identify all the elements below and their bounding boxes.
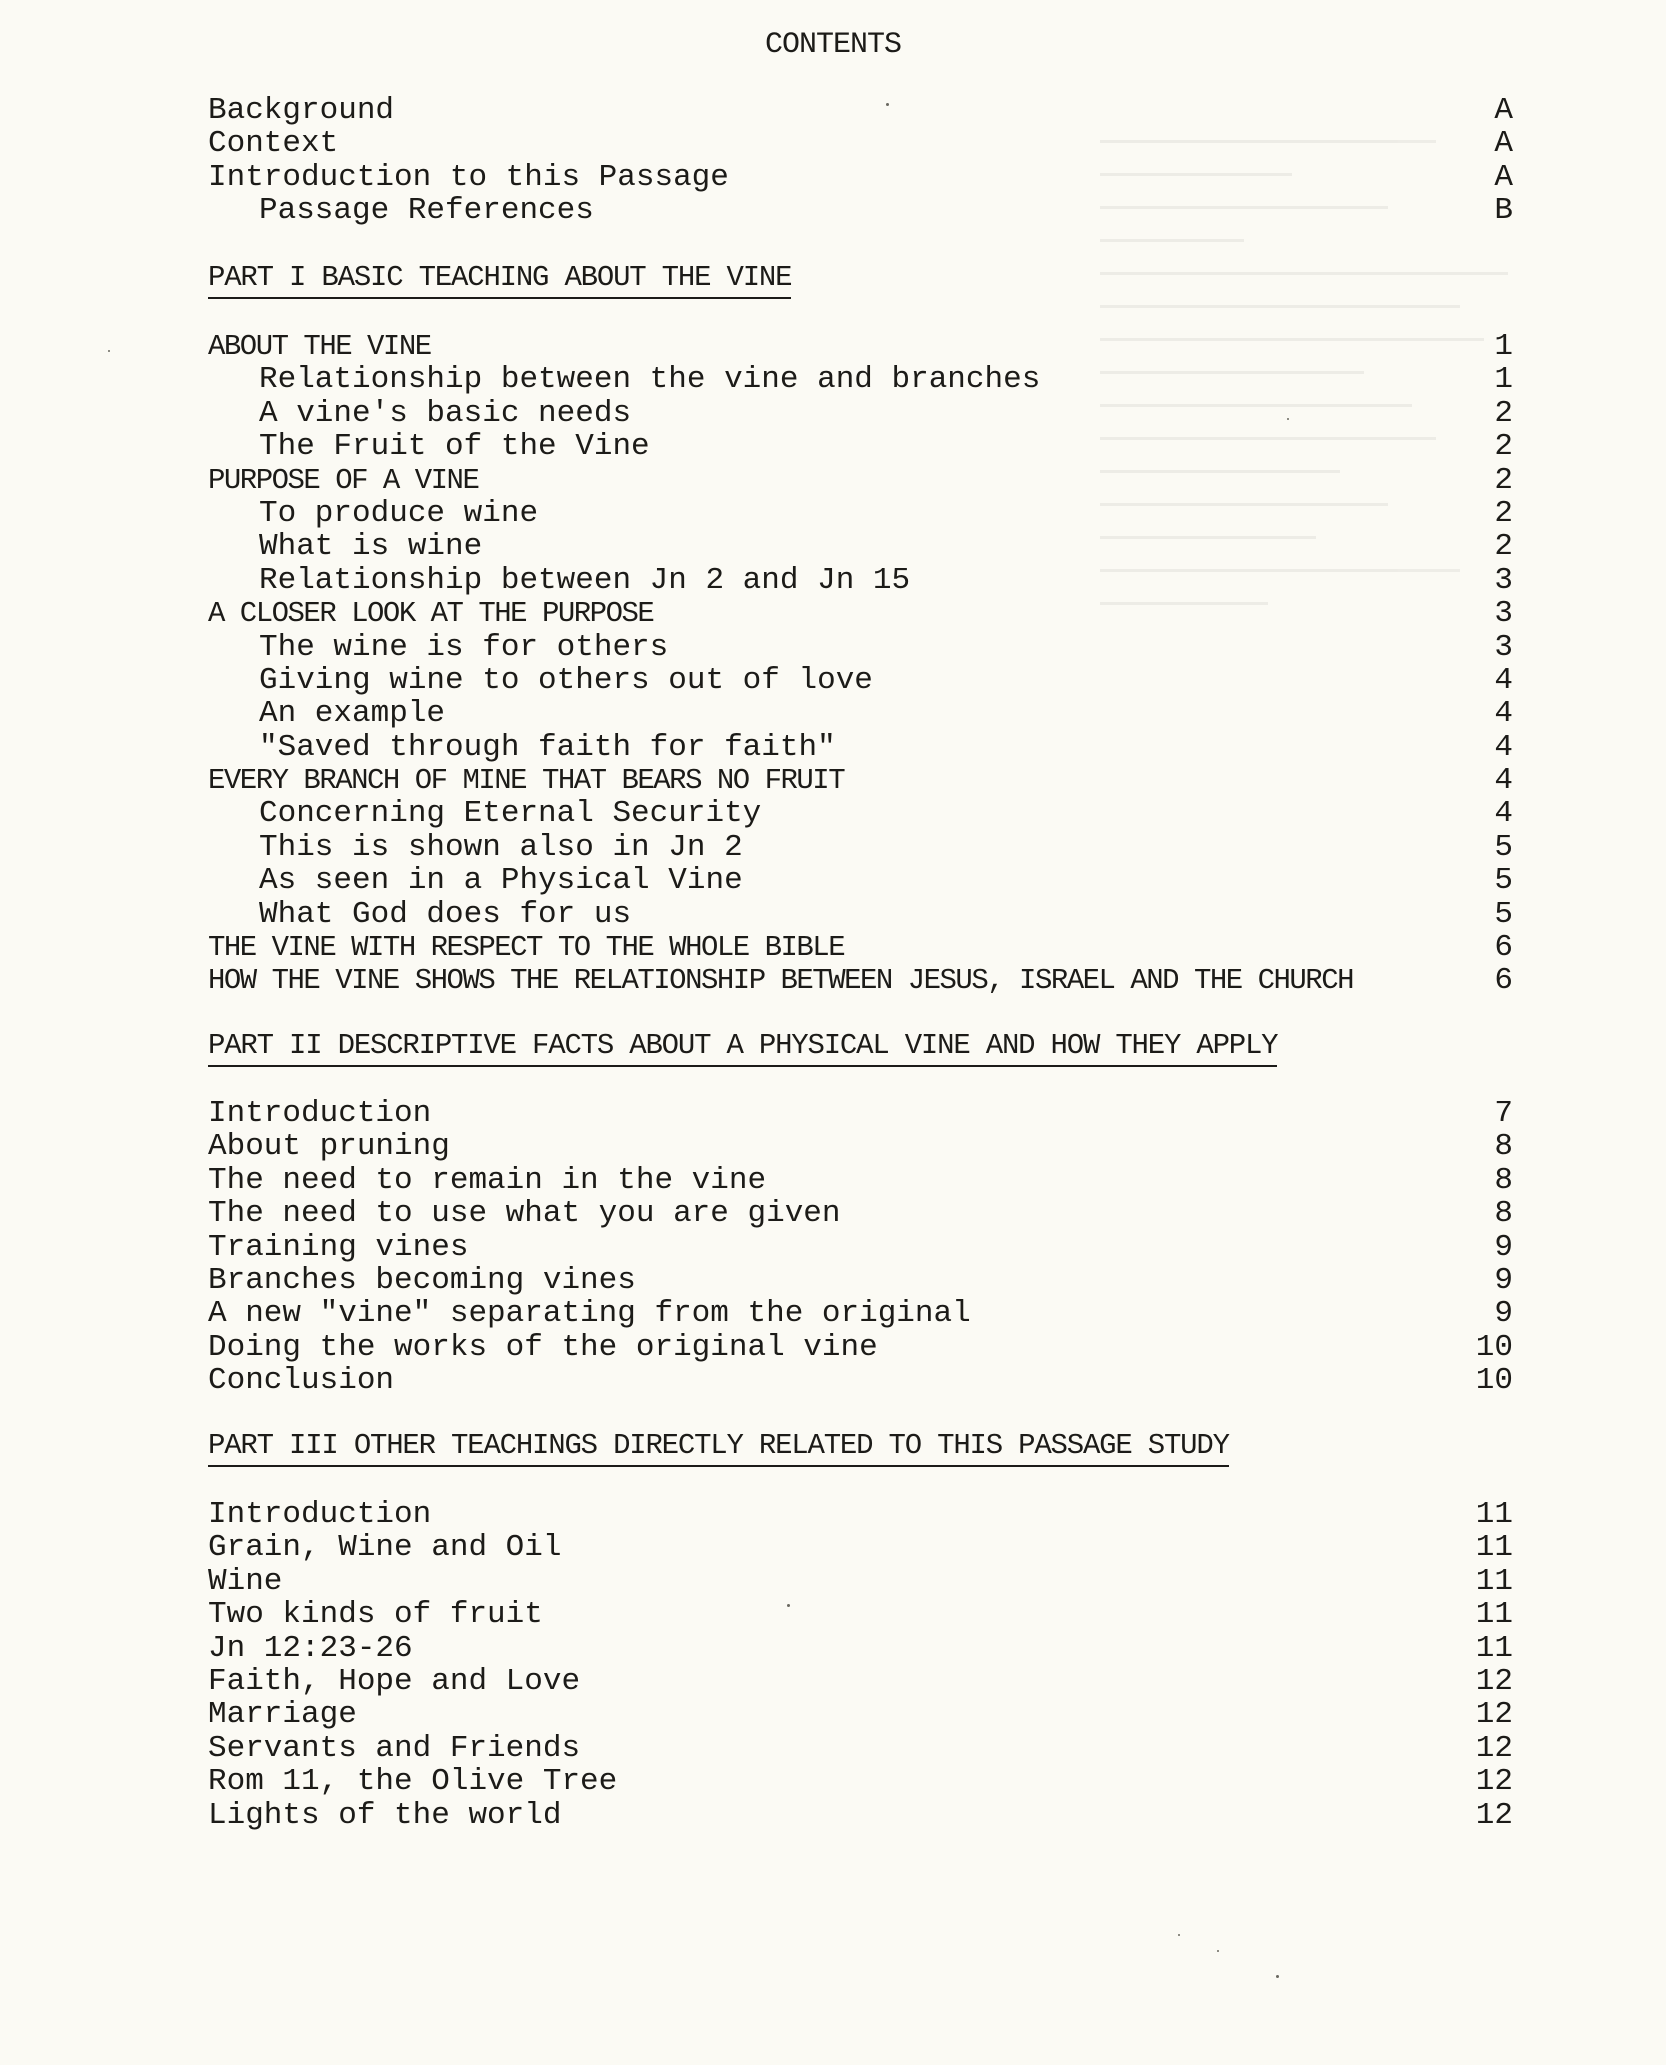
toc-entry-page: 9 [1494,1296,1513,1332]
toc-entry-label: ABOUT THE VINE [208,330,431,363]
toc-entry-label: Doing the works of the original vine [208,1329,878,1365]
toc-entry [208,1264,1513,1297]
toc-entry-page: 8 [1494,1162,1513,1198]
toc-entry [208,330,1513,363]
toc-entry [208,1765,1513,1798]
part2-list [208,1097,1513,1398]
toc-entry-label: A CLOSER LOOK AT THE PURPOSE [208,597,654,631]
toc-entry-label: What is wine [259,529,483,565]
toc-entry-label: The wine is for others [259,629,669,665]
toc-entry [208,831,1513,864]
toc-entry-label: An example [259,696,446,732]
toc-entry-label: Context [208,126,339,162]
toc-entry-page: 12 [1475,1663,1513,1699]
page-title: CONTENTS [764,28,902,62]
toc-entry [208,1665,1513,1698]
toc-entry-label: Passage References [259,193,594,229]
toc-entry-page: 10 [1475,1329,1513,1365]
toc-entry-page: 2 [1494,529,1513,565]
toc-entry-label: Faith, Hope and Love [208,1663,581,1699]
toc-entry-page: 11 [1475,1597,1513,1633]
toc-entry-page: 2 [1494,495,1513,531]
toc-entry-label: "Saved through faith for faith" [259,729,836,765]
toc-entry-label: The Fruit of the Vine [259,429,650,465]
toc-entry-page: 7 [1494,1096,1513,1131]
paper-speck [108,350,110,352]
paper-speck [1276,1975,1279,1978]
toc-entry [208,1531,1513,1564]
toc-entry-label: Grain, Wine and Oil [208,1530,562,1566]
toc-entry-label: The need to remain in the vine [208,1162,767,1198]
toc-entry-page: 9 [1494,1262,1513,1298]
toc-entry-label: The need to use what you are given [208,1196,841,1232]
toc-entry-page: 12 [1475,1764,1513,1800]
toc-entry-page: 12 [1475,1797,1513,1833]
toc-entry [208,397,1513,430]
paper-speck [787,1604,790,1607]
toc-entry [208,764,1513,797]
toc-entry-page: 1 [1494,362,1513,398]
toc-entry [208,564,1513,597]
paper-speck [886,103,889,106]
toc-entry [208,597,1513,630]
toc-entry-page: 10 [1475,1363,1513,1399]
toc-entry-label: Introduction [208,1497,432,1532]
toc-entry [208,697,1513,730]
toc-entry [208,631,1513,664]
toc-entry [208,94,1513,127]
toc-entry-page: 12 [1475,1730,1513,1766]
toc-entry [208,127,1513,160]
toc-entry [208,1565,1513,1598]
toc-entry-page: 5 [1494,896,1513,932]
toc-entry-page: 6 [1494,963,1513,999]
toc-entry-label: What God does for us [259,896,632,932]
toc-entry-label: Conclusion [208,1363,395,1399]
toc-entry-page: 3 [1494,562,1513,598]
toc-entry [208,1164,1513,1197]
toc-entry [208,1498,1513,1531]
toc-entry-page: 2 [1494,429,1513,465]
toc-entry-label: Rom 11, the Olive Tree [208,1764,618,1800]
toc-entry-label: HOW THE VINE SHOWS THE RELATIONSHIP BETWEEN JESUS, ISRAEL AND THE CHURCH [208,964,1354,998]
toc-entry [208,1197,1513,1230]
toc-entry [208,1231,1513,1264]
toc-entry [208,1097,1513,1130]
toc-entry [208,1698,1513,1731]
toc-entry [208,1632,1513,1665]
toc-entry-page: A [1494,159,1513,195]
part3-heading: PART III OTHER TEACHINGS DIRECTLY RELATED TO THIS PASSAGE STUDY [208,1430,1229,1467]
toc-entry-page: A [1494,93,1513,128]
toc-entry [208,1732,1513,1765]
part1-list [208,330,1513,998]
toc-entry-label: Giving wine to others out of love [259,662,873,698]
paper-speck [1287,418,1289,420]
toc-entry [208,161,1513,194]
toc-entry-page: 5 [1494,863,1513,899]
toc-entry [208,864,1513,897]
toc-entry-page: 4 [1494,696,1513,732]
toc-entry [208,1331,1513,1364]
toc-entry [208,797,1513,830]
toc-entry [208,964,1513,997]
toc-entry-page: 4 [1494,796,1513,832]
toc-entry-page: 3 [1494,629,1513,665]
toc-entry [208,497,1513,530]
toc-entry-label: Two kinds of fruit [208,1597,543,1633]
toc-entry-label: About pruning [208,1129,450,1165]
toc-entry-page: 1 [1494,329,1513,364]
toc-entry-label: Relationship between Jn 2 and Jn 15 [259,562,911,598]
toc-entry [208,363,1513,396]
toc-entry-label: Introduction [208,1096,432,1131]
toc-entry-label: A new "vine" separating from the original [208,1296,971,1332]
toc-entry [208,731,1513,764]
toc-entry-label: EVERY BRANCH OF MINE THAT BEARS NO FRUIT [208,764,845,798]
toc-entry [208,1598,1513,1631]
toc-entry-label: PURPOSE OF A VINE [208,463,479,497]
toc-entry-page: 11 [1475,1497,1513,1532]
toc-entry-label: As seen in a Physical Vine [259,863,743,899]
toc-entry-page: 4 [1494,763,1513,799]
toc-entry-page: 9 [1494,1229,1513,1265]
toc-entry [208,530,1513,563]
toc-entry-label: Introduction to this Passage [208,159,729,195]
toc-entry [208,898,1513,931]
toc-entry [208,1130,1513,1163]
toc-entry [208,664,1513,697]
toc-entry [208,430,1513,463]
toc-entry-page: B [1494,193,1513,229]
toc-entry-page: 4 [1494,662,1513,698]
toc-entry-label: Marriage [208,1697,357,1733]
toc-entry [208,1297,1513,1330]
part3-list [208,1498,1513,1832]
toc-entry-page: A [1494,126,1513,162]
toc-entry-label: This is shown also in Jn 2 [259,829,743,865]
toc-entry-label: A vine's basic needs [259,395,632,431]
toc-entry-label: Jn 12:23-26 [208,1630,413,1666]
toc-entry-page: 2 [1494,395,1513,431]
toc-entry-page: 6 [1494,930,1513,966]
toc-entry-page: 11 [1475,1630,1513,1666]
toc-entry-page: 3 [1494,596,1513,632]
toc-entry-label: Background [208,93,395,128]
front-matter-list [208,94,1513,228]
toc-entry-label: To produce wine [259,495,539,531]
toc-entry-label: Branches becoming vines [208,1262,636,1298]
toc-entry-page: 11 [1475,1563,1513,1599]
toc-entry-page: 2 [1494,462,1513,498]
toc-entry-page: 5 [1494,829,1513,865]
toc-entry-page: 4 [1494,729,1513,765]
toc-entry-label: Training vines [208,1229,469,1265]
part2-heading: PART II DESCRIPTIVE FACTS ABOUT A PHYSICAL VINE AND HOW THEY APPLY [208,1030,1277,1067]
toc-entry-label: Lights of the world [208,1797,562,1833]
toc-entry [208,1364,1513,1397]
part1-heading: PART I BASIC TEACHING ABOUT THE VINE [208,262,791,299]
toc-entry-page: 8 [1494,1196,1513,1232]
paper-speck [1178,1934,1180,1936]
toc-entry [208,194,1513,227]
toc-entry-label: THE VINE WITH RESPECT TO THE WHOLE BIBLE [208,931,845,965]
toc-entry [208,464,1513,497]
toc-entry-page: 8 [1494,1129,1513,1165]
toc-entry-page: 11 [1475,1530,1513,1566]
toc-entry-page: 12 [1475,1697,1513,1733]
toc-entry-label: Concerning Eternal Security [259,796,762,832]
toc-entry-label: Relationship between the vine and branches [259,362,1041,398]
toc-entry [208,1799,1513,1832]
toc-entry-label: Wine [208,1563,283,1599]
paper-speck [1217,1950,1219,1952]
toc-entry [208,931,1513,964]
toc-entry-label: Servants and Friends [208,1730,581,1766]
